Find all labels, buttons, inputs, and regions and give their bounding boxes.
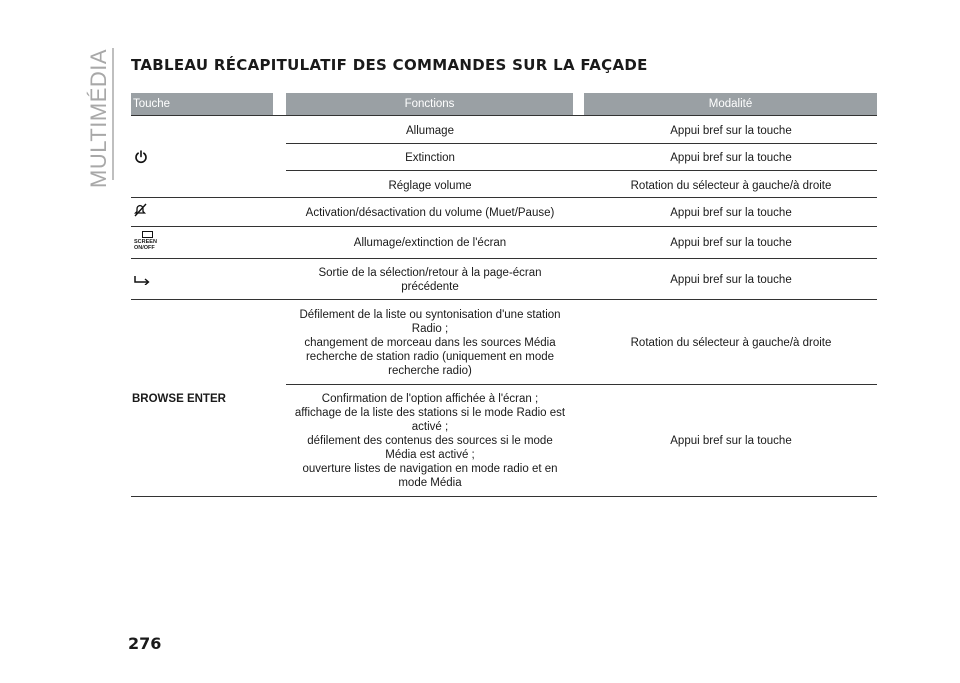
table-bottom-rule — [131, 496, 877, 497]
screen-label: SCREEN — [134, 239, 157, 245]
section-label-text: MULTIMÉDIA — [86, 48, 111, 188]
function-line: Sortie de la sélection/retour à la page-écran — [318, 267, 542, 279]
back-icon — [134, 272, 150, 290]
function-line: Média est activé ; — [385, 449, 475, 461]
mute-icon — [134, 203, 150, 222]
header-rule — [131, 115, 877, 116]
function-line: activé ; — [411, 421, 449, 433]
page-number: 276 — [128, 634, 162, 653]
row-rule — [286, 143, 877, 144]
row-rule — [131, 258, 877, 259]
row-rule — [131, 226, 877, 227]
screen-icon — [142, 231, 153, 238]
function-line: recherche de station radio (uniquement en mode — [305, 351, 555, 363]
function-line: défilement des contenus des sources si le mode — [307, 435, 553, 447]
function-cell: Allumage/extinction de l'écran — [353, 237, 507, 249]
modality-cell: Appui bref sur la touche — [670, 274, 792, 286]
function-line: mode Média — [398, 477, 462, 489]
modality-cell: Appui bref sur la touche — [670, 207, 792, 219]
row-rule — [131, 299, 877, 300]
function-cell — [286, 392, 574, 490]
function-cell: Réglage volume — [388, 180, 472, 192]
row-rule — [286, 170, 877, 171]
function-line: affichage de la liste des stations si le mode Radio est — [294, 407, 566, 419]
modality-cell: Rotation du sélecteur à gauche/à droite — [630, 337, 832, 349]
function-line: recherche radio) — [388, 365, 472, 377]
function-line: Confirmation de l'option affichée à l'écran ; — [321, 393, 539, 405]
power-icon — [134, 150, 148, 169]
onoff-label: ON/OFF — [134, 245, 155, 251]
column-header-modalite: Modalité — [584, 93, 877, 115]
modality-cell: Appui bref sur la touche — [670, 152, 792, 164]
function-line: Défilement de la liste ou syntonisation d'une station — [299, 309, 561, 321]
modality-cell: Appui bref sur la touche — [670, 125, 792, 137]
row-rule — [286, 384, 877, 385]
function-cell: Extinction — [405, 152, 455, 164]
column-header-fonctions: Fonctions — [286, 93, 573, 115]
column-header-touche: Touche — [131, 93, 273, 115]
function-line: changement de morceau dans les sources Média — [304, 337, 556, 349]
modality-cell: Rotation du sélecteur à gauche/à droite — [630, 180, 832, 192]
function-cell — [286, 308, 574, 378]
page-title: TABLEAU RÉCAPITULATIF DES COMMANDES SUR LA FAÇADE — [131, 56, 648, 74]
function-line: Radio ; — [411, 323, 449, 335]
function-cell: Allumage — [406, 125, 454, 137]
function-cell: Activation/désactivation du volume (Muet/Pause) — [305, 207, 555, 219]
row-rule — [131, 197, 877, 198]
function-line: précédente — [401, 281, 459, 293]
browse-enter-label: BROWSE ENTER — [132, 393, 226, 405]
function-cell — [286, 266, 574, 294]
modality-cell: Appui bref sur la touche — [670, 237, 792, 249]
table-header — [131, 93, 877, 115]
function-line: ouverture listes de navigation en mode radio et en — [302, 463, 558, 475]
section-divider — [112, 48, 114, 180]
modality-cell: Appui bref sur la touche — [670, 435, 792, 447]
